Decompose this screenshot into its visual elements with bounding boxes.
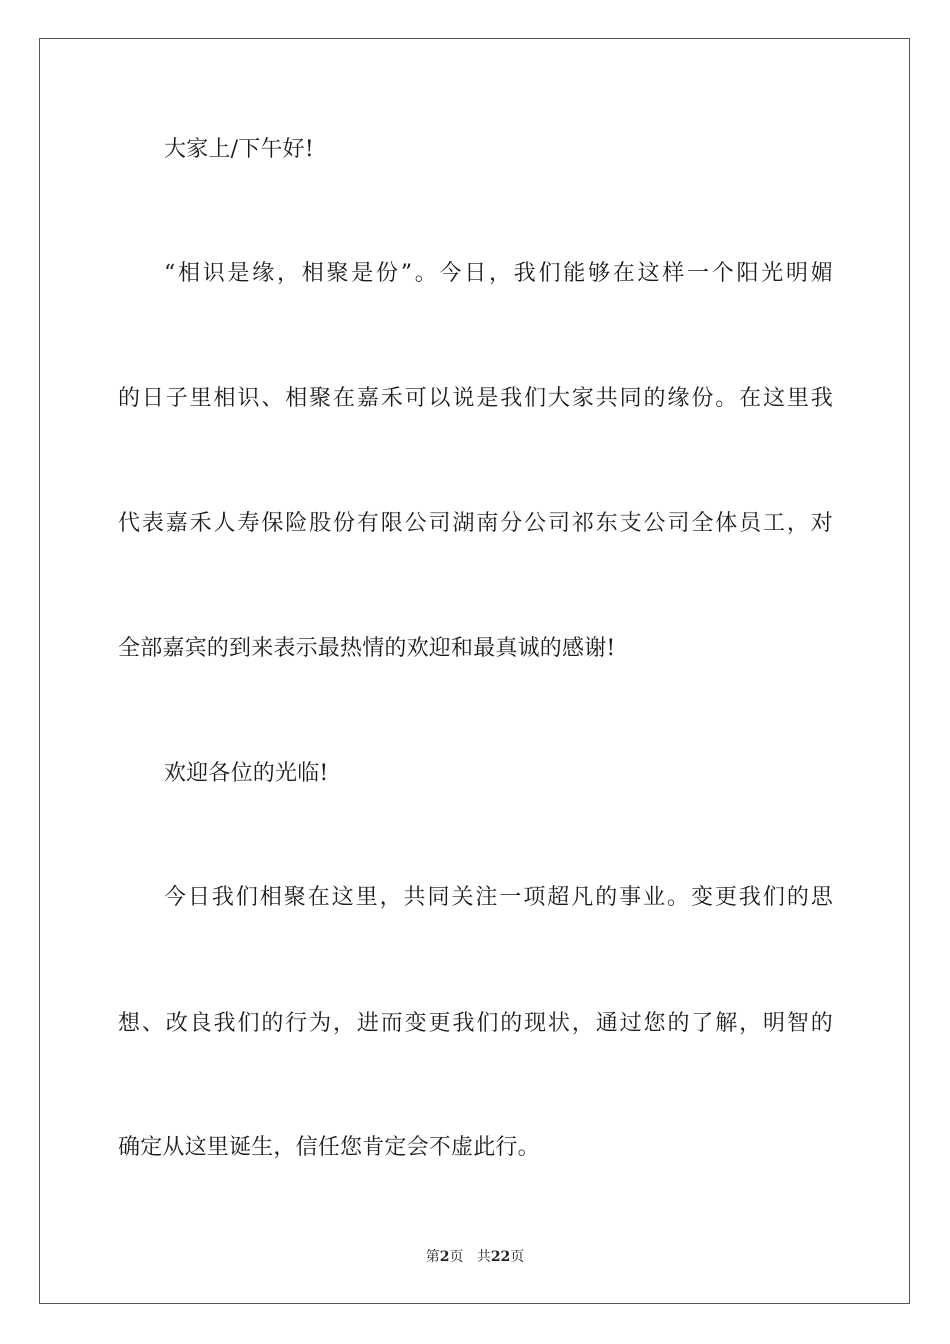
page-number: 2: [439, 1249, 450, 1265]
paragraph-1-line-3: 代表嘉禾人寿保险股份有限公司湖南分公司祁东支公司全体员工，对: [118, 511, 833, 536]
paragraph-2-line-1: 今日我们相聚在这里，共同关注一项超凡的事业。变更我们的思: [164, 885, 833, 910]
paragraph-1-line-4: 全部嘉宾的到来表示最热情的欢迎和最真诚的感谢!: [118, 636, 616, 661]
page-suffix: 页: [449, 1249, 464, 1265]
paragraph-2-line-2: 想、改良我们的行为，进而变更我们的现状，通过您的了解，明智的: [118, 1011, 833, 1036]
page-prefix: 第: [425, 1249, 440, 1265]
paragraph-1-line-2: 的日子里相识、相聚在嘉禾可以说是我们大家共同的缘份。在这里我: [118, 386, 833, 411]
total-suffix: 页: [510, 1249, 525, 1265]
page-footer: [0, 1247, 950, 1267]
page-frame: [39, 38, 910, 1304]
paragraph-2-line-3: 确定从这里诞生，信任您肯定会不虚此行。: [118, 1135, 540, 1160]
total-pages: 22: [490, 1249, 511, 1265]
greeting-line: 大家上/下午好!: [164, 137, 314, 162]
total-prefix: 共: [476, 1249, 491, 1265]
paragraph-1-line-1: “相识是缘，相聚是份”。今日，我们能够在这样一个阳光明媚: [164, 261, 833, 286]
welcome-line: 欢迎各位的光临!: [164, 761, 329, 786]
